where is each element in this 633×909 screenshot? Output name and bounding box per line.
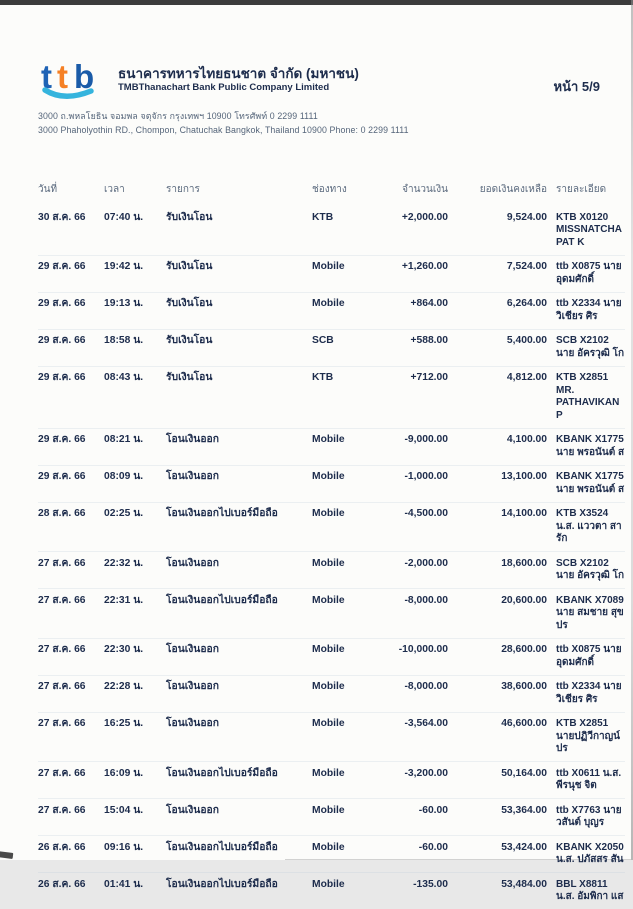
cell-amount: -8,000.00 — [404, 681, 448, 692]
cell-channel: Mobile — [312, 878, 345, 890]
cell-balance: 13,100.00 — [501, 471, 547, 482]
cell-amount: +2,000.00 — [401, 211, 448, 223]
transaction-row — [38, 588, 625, 638]
cell-detail: KTB X2851 นายปฏิวีกาญน์ ปร — [556, 718, 621, 754]
cell-transaction-type: โอนเงินออก — [166, 557, 219, 569]
cell-time: 22:31 น. — [104, 594, 144, 606]
cell-time: 02:25 น. — [104, 508, 144, 519]
cell-transaction-type: โอนเงินออก — [166, 804, 219, 816]
cell-channel: Mobile — [312, 841, 345, 853]
cell-balance: 6,264.00 — [506, 298, 547, 309]
cell-date: 29 ส.ค. 66 — [38, 335, 86, 346]
cell-time: 16:25 น. — [104, 718, 144, 729]
cell-transaction-type: โอนเงินออก — [166, 718, 219, 729]
transaction-row — [38, 366, 625, 428]
cell-balance: 53,364.00 — [501, 804, 547, 816]
bank-name-thai: ธนาคารทหารไทยธนชาต จำกัด (มหาชน) — [118, 66, 359, 81]
col-header-time: เวลา — [104, 184, 125, 195]
cell-balance: 50,164.00 — [501, 767, 547, 779]
cell-time: 16:09 น. — [104, 767, 144, 779]
cell-detail: KBANK X1775 นาย พรอนันต์ ส — [556, 471, 625, 495]
cell-channel: Mobile — [312, 767, 345, 779]
cell-time: 08:21 น. — [104, 434, 144, 445]
cell-date: 29 ส.ค. 66 — [38, 434, 86, 445]
cell-balance: 4,100.00 — [506, 434, 547, 445]
cell-transaction-type: โอนเงินออกไปเบอร์มือถือ — [166, 508, 278, 519]
cell-date: 26 ส.ค. 66 — [38, 841, 86, 853]
transaction-row — [38, 255, 625, 292]
cell-time: 19:42 น. — [104, 261, 144, 272]
cell-detail: KBANK X2050 น.ส. ปภัสสร สัน — [556, 841, 624, 865]
cell-transaction-type: โอนเงินออกไปเบอร์มือถือ — [166, 767, 278, 779]
cell-time: 09:16 น. — [104, 841, 144, 853]
bank-address-thai: 3000 ถ.พหลโยธิน จอมพล จตุจักร กรุงเทพฯ 10900 โทรศัพท์ 0 2299 1111 — [38, 111, 318, 121]
cell-channel: Mobile — [312, 434, 345, 445]
cell-detail: ttb X2334 นาย วิเชียร ศิร — [556, 681, 622, 705]
transaction-row — [38, 872, 625, 909]
page-number-label: หน้า 5/9 — [553, 79, 600, 94]
transaction-row — [38, 675, 625, 712]
scan-edge-top — [0, 0, 633, 5]
cell-amount: +712.00 — [410, 372, 448, 383]
col-header-amount: จำนวนเงิน — [402, 184, 448, 195]
cell-time: 22:30 น. — [104, 644, 144, 655]
cell-balance: 53,484.00 — [501, 878, 547, 890]
cell-channel: Mobile — [312, 804, 345, 816]
cell-detail: ttb X2334 นาย วิเชียร ศิร — [556, 298, 622, 322]
cell-detail: ttb X0875 นาย อุดมศักดิ์ — [556, 261, 622, 285]
cell-detail: SCB X2102 นาย อัครวุฒิ โก — [556, 557, 625, 581]
logo-letter-b: b — [74, 58, 95, 95]
cell-balance: 20,600.00 — [501, 594, 547, 606]
transaction-row — [38, 428, 625, 465]
cell-channel: KTB — [312, 211, 334, 223]
cell-transaction-type: โอนเงินออก — [166, 681, 219, 692]
scan-corner-mark — [0, 851, 13, 859]
col-header-channel: ช่องทาง — [312, 184, 347, 195]
cell-time: 08:09 น. — [104, 471, 144, 482]
cell-detail: KBANK X1775 นาย พรอนันต์ ส — [556, 434, 625, 458]
cell-balance: 28,600.00 — [501, 644, 547, 655]
transactions-body — [38, 206, 625, 909]
cell-amount: +1,260.00 — [401, 261, 448, 272]
table-header-row — [38, 182, 625, 206]
cell-detail: ttb X0611 น.ส. พีรนุช จิต — [556, 767, 622, 791]
bank-names — [118, 66, 359, 94]
bank-name-english: TMBThanachart Bank Public Company Limited — [118, 82, 330, 93]
cell-detail: KBANK X7089 นาย สมชาย สุขปร — [556, 594, 624, 631]
cell-date: 29 ส.ค. 66 — [38, 298, 86, 309]
transaction-row — [38, 551, 625, 588]
transaction-row — [38, 206, 625, 255]
cell-amount: +588.00 — [410, 335, 448, 346]
cell-balance: 9,524.00 — [506, 211, 547, 223]
cell-amount: -135.00 — [413, 878, 448, 890]
cell-balance: 18,600.00 — [501, 557, 547, 569]
cell-amount: -3,200.00 — [404, 767, 448, 779]
cell-time: 08:43 น. — [104, 372, 144, 383]
cell-channel: Mobile — [312, 471, 345, 482]
cell-detail: BBL X8811 น.ส. อัมพิกา แส — [556, 878, 624, 902]
cell-amount: -60.00 — [418, 804, 448, 816]
cell-channel: Mobile — [312, 644, 345, 655]
cell-date: 27 ส.ค. 66 — [38, 644, 86, 655]
cell-balance: 53,424.00 — [501, 841, 547, 853]
cell-time: 22:28 น. — [104, 681, 144, 692]
cell-amount: -10,000.00 — [398, 644, 448, 655]
cell-time: 22:32 น. — [104, 557, 144, 569]
transaction-row — [38, 502, 625, 552]
cell-date: 26 ส.ค. 66 — [38, 878, 86, 890]
transaction-row — [38, 329, 625, 366]
cell-transaction-type: รับเงินโอน — [166, 372, 213, 383]
cell-amount: -1,000.00 — [404, 471, 448, 482]
cell-balance: 4,812.00 — [506, 372, 547, 383]
cell-channel: Mobile — [312, 557, 345, 569]
cell-date: 29 ส.ค. 66 — [38, 471, 86, 482]
cell-date: 29 ส.ค. 66 — [38, 261, 86, 272]
cell-date: 29 ส.ค. 66 — [38, 372, 86, 383]
logo-swoosh — [45, 90, 91, 96]
cell-time: 18:58 น. — [104, 335, 144, 346]
col-header-transaction: รายการ — [166, 184, 200, 195]
cell-amount: +864.00 — [410, 298, 448, 309]
cell-transaction-type: โอนเงินออกไปเบอร์มือถือ — [166, 841, 278, 853]
cell-date: 28 ส.ค. 66 — [38, 508, 86, 519]
cell-time: 19:13 น. — [104, 298, 144, 309]
cell-balance: 46,600.00 — [501, 718, 547, 729]
cell-channel: Mobile — [312, 508, 345, 519]
cell-channel: Mobile — [312, 681, 345, 692]
cell-time: 01:41 น. — [104, 878, 144, 890]
cell-amount: -60.00 — [418, 841, 448, 853]
cell-date: 27 ส.ค. 66 — [38, 767, 86, 779]
cell-detail: ttb X7763 นาย วสันต์ บุญร — [556, 804, 622, 828]
cell-transaction-type: โอนเงินออกไปเบอร์มือถือ — [166, 594, 278, 606]
cell-balance: 14,100.00 — [501, 508, 547, 519]
cell-amount: -4,500.00 — [404, 508, 448, 519]
transaction-row — [38, 798, 625, 835]
cell-transaction-type: รับเงินโอน — [166, 261, 213, 272]
cell-detail: KTB X0120 MISSNATCHAPAT K — [556, 211, 622, 248]
cell-channel: Mobile — [312, 298, 345, 309]
cell-transaction-type: โอนเงินออกไปเบอร์มือถือ — [166, 878, 278, 890]
logo-letter-t1: t — [41, 58, 52, 95]
cell-date: 27 ส.ค. 66 — [38, 804, 86, 816]
bank-address-english: 3000 Phaholyothin RD., Chompon, Chatuchak Bangkok, Thailand 10900 Phone: 0 2299 1111 — [38, 124, 409, 135]
cell-time: 15:04 น. — [104, 804, 144, 816]
cell-balance: 38,600.00 — [501, 681, 547, 692]
transaction-row — [38, 292, 625, 329]
ttb-bank-logo-icon — [40, 60, 112, 104]
col-header-balance: ยอดเงินคงเหลือ — [479, 184, 547, 195]
cell-time: 07:40 น. — [104, 211, 144, 223]
cell-balance: 7,524.00 — [506, 261, 547, 272]
cell-transaction-type: รับเงินโอน — [166, 211, 213, 223]
cell-amount: -3,564.00 — [404, 718, 448, 729]
cell-amount: -8,000.00 — [404, 594, 448, 606]
logo-letter-t2: t — [57, 58, 68, 95]
cell-amount: -9,000.00 — [404, 434, 448, 445]
cell-detail: SCB X2102 นาย อัครวุฒิ โก — [556, 335, 625, 359]
cell-balance: 5,400.00 — [506, 335, 547, 346]
cell-channel: Mobile — [312, 261, 345, 272]
cell-channel: KTB — [312, 372, 334, 383]
cell-detail: ttb X0875 นาย อุดมศักดิ์ — [556, 644, 622, 668]
transaction-row — [38, 761, 625, 798]
cell-transaction-type: โอนเงินออก — [166, 471, 219, 482]
cell-date: 27 ส.ค. 66 — [38, 594, 86, 606]
cell-date: 30 ส.ค. 66 — [38, 211, 86, 223]
cell-date: 27 ส.ค. 66 — [38, 718, 86, 729]
cell-amount: -2,000.00 — [404, 557, 448, 569]
cell-transaction-type: โอนเงินออก — [166, 434, 219, 445]
transaction-row — [38, 712, 625, 762]
transaction-row — [38, 638, 625, 675]
col-header-date: วันที่ — [38, 184, 58, 195]
transaction-row — [38, 835, 625, 872]
cell-transaction-type: โอนเงินออก — [166, 644, 219, 655]
cell-detail: KTB X2851 MR. PATHAVIKAN P — [556, 372, 620, 421]
transactions-table — [38, 182, 625, 909]
cell-channel: Mobile — [312, 718, 345, 729]
cell-detail: KTB X3524 น.ส. แววตา สารัก — [556, 508, 622, 544]
transaction-row — [38, 465, 625, 502]
cell-channel: Mobile — [312, 594, 345, 606]
cell-transaction-type: รับเงินโอน — [166, 335, 213, 346]
cell-transaction-type: รับเงินโอน — [166, 298, 213, 309]
cell-date: 27 ส.ค. 66 — [38, 681, 86, 692]
cell-date: 27 ส.ค. 66 — [38, 557, 86, 569]
cell-channel: SCB — [312, 335, 334, 346]
col-header-detail: รายละเอียด — [556, 184, 607, 195]
bank-address — [38, 110, 409, 137]
